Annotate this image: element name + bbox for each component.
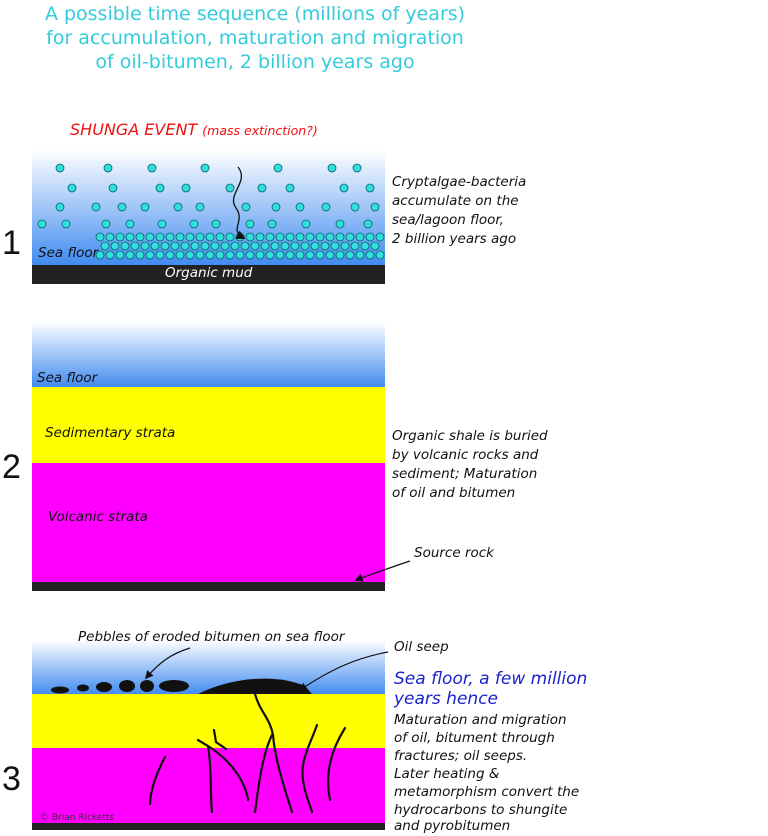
bacteria-particle [171, 242, 179, 250]
bacteria-particle [116, 233, 124, 241]
bacteria-particle [151, 242, 159, 250]
bacteria-particle [186, 233, 194, 241]
bacteria-particle [336, 251, 344, 259]
panel2-sea-floor-label: Sea floor [37, 370, 98, 386]
bacteria-particle [246, 233, 254, 241]
bacteria-particle [353, 164, 361, 172]
future-sea-floor-line-1: Sea floor, a few million [394, 669, 588, 689]
bacteria-particle [266, 251, 274, 259]
panel2-description-2: by volcanic rocks and [392, 447, 539, 463]
bacteria-particle [196, 251, 204, 259]
bacteria-particle [321, 242, 329, 250]
bacteria-particle [261, 242, 269, 250]
bacteria-particle [106, 233, 114, 241]
title-line-1: A possible time sequence (millions of years) [44, 3, 466, 25]
title-line-2: for accumulation, maturation and migration [46, 27, 464, 49]
bacteria-particle [296, 203, 304, 211]
bacteria-particle [121, 242, 129, 250]
bacteria-particle [56, 164, 64, 172]
title-line-3: of oil-bitumen, 2 billion years ago [95, 51, 415, 73]
bacteria-particle [336, 220, 344, 228]
bacteria-particle [216, 251, 224, 259]
panel3-description-1: Maturation and migration [394, 712, 567, 728]
bacteria-particle [68, 184, 76, 192]
bacteria-particle [191, 242, 199, 250]
bacteria-particle [101, 242, 109, 250]
bacteria-particle [258, 184, 266, 192]
bacteria-particle [141, 203, 149, 211]
bacteria-particle [156, 233, 164, 241]
bacteria-particle [302, 220, 310, 228]
bacteria-particle [146, 251, 154, 259]
bacteria-particle [346, 233, 354, 241]
panel1-number: 1 [2, 224, 21, 262]
bacteria-particle [212, 220, 220, 228]
bacteria-particle [356, 251, 364, 259]
bacteria-particle [356, 233, 364, 241]
bacteria-particle [226, 251, 234, 259]
panel1-mud-label: Organic mud [165, 265, 253, 281]
bacteria-particle [371, 203, 379, 211]
bacteria-particle [306, 251, 314, 259]
bacteria-particle [221, 242, 229, 250]
bacteria-particle [206, 233, 214, 241]
bacteria-particle [116, 251, 124, 259]
bacteria-particle [231, 242, 239, 250]
bacteria-particle [196, 203, 204, 211]
bacteria-particle [341, 242, 349, 250]
panel3-description-5: metamorphism convert the [394, 784, 580, 800]
bacteria-particle [136, 251, 144, 259]
pebbles-label: Pebbles of eroded bitumen on sea floor [78, 629, 345, 645]
bacteria-particle [146, 233, 154, 241]
bacteria-particle [336, 233, 344, 241]
bacteria-particle [181, 242, 189, 250]
bacteria-particle [301, 242, 309, 250]
panel3-description-7: and pyrobitumen [394, 818, 511, 834]
bacteria-particle [271, 242, 279, 250]
bacteria-particle [268, 220, 276, 228]
bacteria-particle [226, 233, 234, 241]
panel3-description-6: hydrocarbons to shungite [394, 802, 568, 818]
bacteria-particle [316, 233, 324, 241]
bacteria-particle [92, 203, 100, 211]
bacteria-particle [331, 242, 339, 250]
oil-seep-label: Oil seep [394, 639, 449, 655]
bacteria-particle [286, 251, 294, 259]
bacteria-particle [201, 242, 209, 250]
bacteria-particle [206, 251, 214, 259]
bacteria-particle [322, 203, 330, 211]
bacteria-particle [364, 220, 372, 228]
bacteria-particle [176, 233, 184, 241]
bacteria-particle [161, 242, 169, 250]
bacteria-particle [274, 164, 282, 172]
bacteria-particle [366, 184, 374, 192]
bacteria-particle [131, 242, 139, 250]
event-label: SHUNGA EVENT (mass extinction?) [70, 120, 318, 139]
bacteria-particle [281, 242, 289, 250]
bacteria-particle [196, 233, 204, 241]
panel1-sea-floor-label: Sea floor [38, 245, 99, 261]
bacteria-particle [156, 184, 164, 192]
panel2-source-rock [32, 582, 385, 591]
bacteria-particle [136, 233, 144, 241]
bacteria-particle [158, 220, 166, 228]
bacteria-particle [256, 251, 264, 259]
bacteria-particle [118, 203, 126, 211]
panel1-description-2: accumulate on the [392, 193, 519, 209]
bacteria-particle [109, 184, 117, 192]
panel3-source-rock [32, 823, 385, 830]
bacteria-particle [126, 233, 134, 241]
bacteria-particle [242, 203, 250, 211]
panel2-sedimentary-label: Sedimentary strata [45, 425, 176, 441]
panel1-description-3: sea/lagoon floor, [392, 212, 504, 228]
bacteria-particle [201, 164, 209, 172]
bacteria-particle [286, 233, 294, 241]
bacteria-particle [326, 233, 334, 241]
panel1-description-1: Cryptalgae-bacteria [392, 174, 527, 190]
bacteria-particle [190, 220, 198, 228]
bacteria-particle [186, 251, 194, 259]
bacteria-particle [256, 233, 264, 241]
source-rock-label: Source rock [414, 545, 495, 561]
bacteria-particle [326, 251, 334, 259]
bacteria-particle [276, 233, 284, 241]
panel3-description-2: of oil, bitument through [394, 730, 555, 746]
bacteria-particle [174, 203, 182, 211]
bacteria-particle [296, 233, 304, 241]
bacteria-particle [126, 220, 134, 228]
bacteria-particle [246, 251, 254, 259]
bacteria-particle [351, 242, 359, 250]
bacteria-particle [346, 251, 354, 259]
bacteria-particle [371, 242, 379, 250]
bacteria-particle [182, 184, 190, 192]
bacteria-particle [366, 233, 374, 241]
bacteria-particle [148, 164, 156, 172]
panel2-volcanic-label: Volcanic strata [48, 509, 148, 525]
panel3-description-3: fractures; oil seeps. [394, 748, 528, 764]
bacteria-particle [376, 251, 384, 259]
bacteria-particle [96, 233, 104, 241]
panel2-description-3: sediment; Maturation [392, 466, 538, 482]
future-sea-floor-line-2: years hence [394, 689, 499, 709]
bacteria-particle [272, 203, 280, 211]
credit: © Brian Ricketts [40, 813, 115, 823]
bacteria-particle [156, 251, 164, 259]
bacteria-particle [296, 251, 304, 259]
bacteria-particle [236, 251, 244, 259]
panel2-number: 2 [2, 448, 21, 486]
panel3-description-4: Later heating & [394, 766, 500, 782]
bacteria-particle [340, 184, 348, 192]
bacteria-particle [306, 233, 314, 241]
panel3-sedimentary-strata [32, 694, 385, 749]
bacteria-particle [126, 251, 134, 259]
bacteria-particle [266, 233, 274, 241]
bacteria-particle [226, 184, 234, 192]
bacteria-particle [166, 251, 174, 259]
bacteria-particle [62, 220, 70, 228]
panel2-description-4: of oil and bitumen [392, 485, 516, 501]
bacteria-particle [141, 242, 149, 250]
bacteria-particle [311, 242, 319, 250]
panel1-description-4: 2 billion years ago [392, 231, 517, 247]
bacteria-particle [38, 220, 46, 228]
bacteria-particle [102, 220, 110, 228]
bacteria-particle [361, 242, 369, 250]
bacteria-particle [316, 251, 324, 259]
panel3-number: 3 [2, 760, 21, 798]
bacteria-particle [351, 203, 359, 211]
panel2-description-1: Organic shale is buried [392, 428, 548, 444]
bacteria-particle [216, 233, 224, 241]
bacteria-particle [291, 242, 299, 250]
bacteria-particle [328, 164, 336, 172]
bacteria-particle [366, 251, 374, 259]
bacteria-particle [211, 242, 219, 250]
bacteria-particle [176, 251, 184, 259]
bacteria-particle [166, 233, 174, 241]
bacteria-particle [106, 251, 114, 259]
bacteria-particle [56, 203, 64, 211]
bacteria-particle [111, 242, 119, 250]
bacteria-particle [104, 164, 112, 172]
bacteria-particle [276, 251, 284, 259]
bacteria-particle [286, 184, 294, 192]
bacteria-particle [251, 242, 259, 250]
bacteria-particle [246, 220, 254, 228]
bacteria-particle [376, 233, 384, 241]
bacteria-particle [241, 242, 249, 250]
